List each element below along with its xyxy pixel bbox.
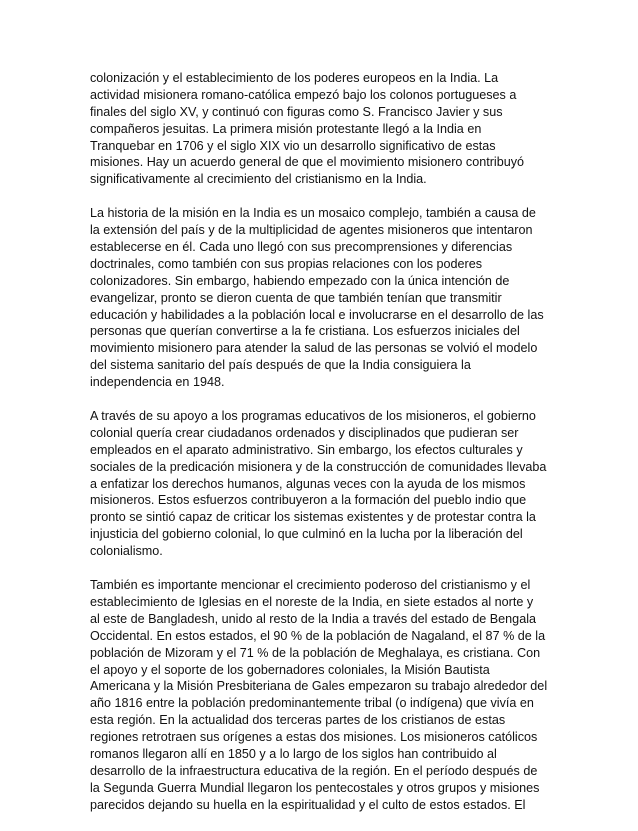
text-line: sociales de la predicación misionera y de la construcción de comunidades llevaba — [90, 459, 547, 474]
text-line: evangelizar, pronto se dieron cuenta de que también tenían que transmitir — [90, 290, 502, 305]
text-line: a enfatizar los derechos humanos, algunas veces con la ayuda de los mismos — [90, 476, 526, 491]
text-line: año 1816 entre la población predominantemente tribal (o indígena) que vivía en — [90, 696, 534, 711]
text-line: colonial quería crear ciudadanos ordenados y disciplinados que pudieran ser — [90, 425, 519, 440]
text-line: pronto se sintió capaz de criticar los sistemas existentes y de protestar contra la — [90, 510, 536, 525]
text-line: regiones retrotraen sus orígenes a estas dos misiones. Los misioneros católicos — [90, 730, 538, 745]
body-text — [90, 70, 554, 831]
text-line: actividad misionera romano-católica empezó bajo los colonos portugueses a — [90, 87, 517, 102]
text-line: desarrollo de la infraestructura educativa de la región. En el período después de — [90, 763, 538, 778]
text-line: establecerse en él. Cada uno llegó con sus precomprensiones y diferencias — [90, 240, 513, 255]
text-line: misiones. Hay un acuerdo general de que el movimiento misionero contribuyó — [90, 155, 525, 170]
text-line: educación y habilidades a la población local e involucrarse en el desarrollo de las — [90, 307, 544, 322]
text-line: el apoyo y el soporte de los gobernadores coloniales, la Misión Bautista — [90, 662, 490, 677]
text-line: movimiento misionero para atender la salud de las personas se volvió el modelo — [90, 341, 538, 356]
text-line: independencia en 1948. — [90, 375, 225, 390]
text-line: colonizadores. Sin embargo, habiendo empezado con la única intención de — [90, 273, 510, 288]
paragraph-4 — [90, 577, 554, 813]
text-line: empleados en el aparato administrativo. Sin embargo, los efectos culturales y — [90, 442, 523, 457]
text-line: misioneros. Estos esfuerzos contribuyeron a la formación del pueblo indio que — [90, 493, 527, 508]
text-line: la extensión del país y de la multiplicidad de agentes misioneros que intentaron — [90, 223, 533, 238]
text-line: personas que querían convertirse a la fe cristiana. Los esfuerzos iniciales del — [90, 324, 520, 339]
text-line: La historia de la misión en la India es un mosaico complejo, también a causa de — [90, 206, 536, 221]
text-line: establecimiento de Iglesias en el noreste de la India, en siete estados al norte y — [90, 594, 534, 609]
text-line: parecidos dejando su huella en la espiritualidad y el culto de estos estados. El — [90, 797, 526, 812]
text-line: población de Mizoram y el 71 % de la población de Meghalaya, es cristiana. Con — [90, 645, 541, 660]
text-line: A través de su apoyo a los programas educativos de los misioneros, el gobierno — [90, 409, 536, 424]
text-line: doctrinales, como también con sus propias relaciones con los poderes — [90, 256, 483, 271]
text-line: finales del siglo XV, y continuó con figuras como S. Francisco Javier y sus — [90, 104, 503, 119]
paragraph-3 — [90, 408, 554, 560]
text-line: significativamente al crecimiento del cristianismo en la India. — [90, 172, 427, 187]
text-line: colonialismo. — [90, 544, 163, 559]
text-line: injusticia del gobierno colonial, lo que culminó en la lucha por la liberación del — [90, 527, 523, 542]
paragraph-1 — [90, 70, 554, 188]
text-line: al este de Bangladesh, unido al resto de la India a través del estado de Bengala — [90, 611, 536, 626]
text-line: Occidental. En estos estados, el 90 % de la población de Nagaland, el 87 % de la — [90, 628, 546, 643]
paragraph-2 — [90, 205, 554, 391]
text-line: la Segunda Guerra Mundial llegaron los pentecostales y otros grupos y misiones — [90, 780, 540, 795]
text-line: colonización y el establecimiento de los poderes europeos en la India. La — [90, 71, 499, 85]
text-line: compañeros jesuitas. La primera misión protestante llegó a la India en — [90, 121, 482, 136]
text-line: esta región. En la actualidad dos terceras partes de los cristianos de estas — [90, 713, 506, 728]
text-line: romanos llegaron allí en 1850 y a lo largo de los siglos han contribuido al — [90, 746, 497, 761]
text-line: También es importante mencionar el crecimiento poderoso del cristianismo y el — [90, 578, 531, 593]
text-line: Americana y la Misión Presbiteriana de Gales empezaron su trabajo alrededor del — [90, 679, 548, 694]
text-line: del sistema sanitario del país después de que la India consiguiera la — [90, 358, 471, 373]
text-line: Tranquebar en 1706 y el siglo XIX vio un desarrollo significativo de estas — [90, 138, 496, 153]
